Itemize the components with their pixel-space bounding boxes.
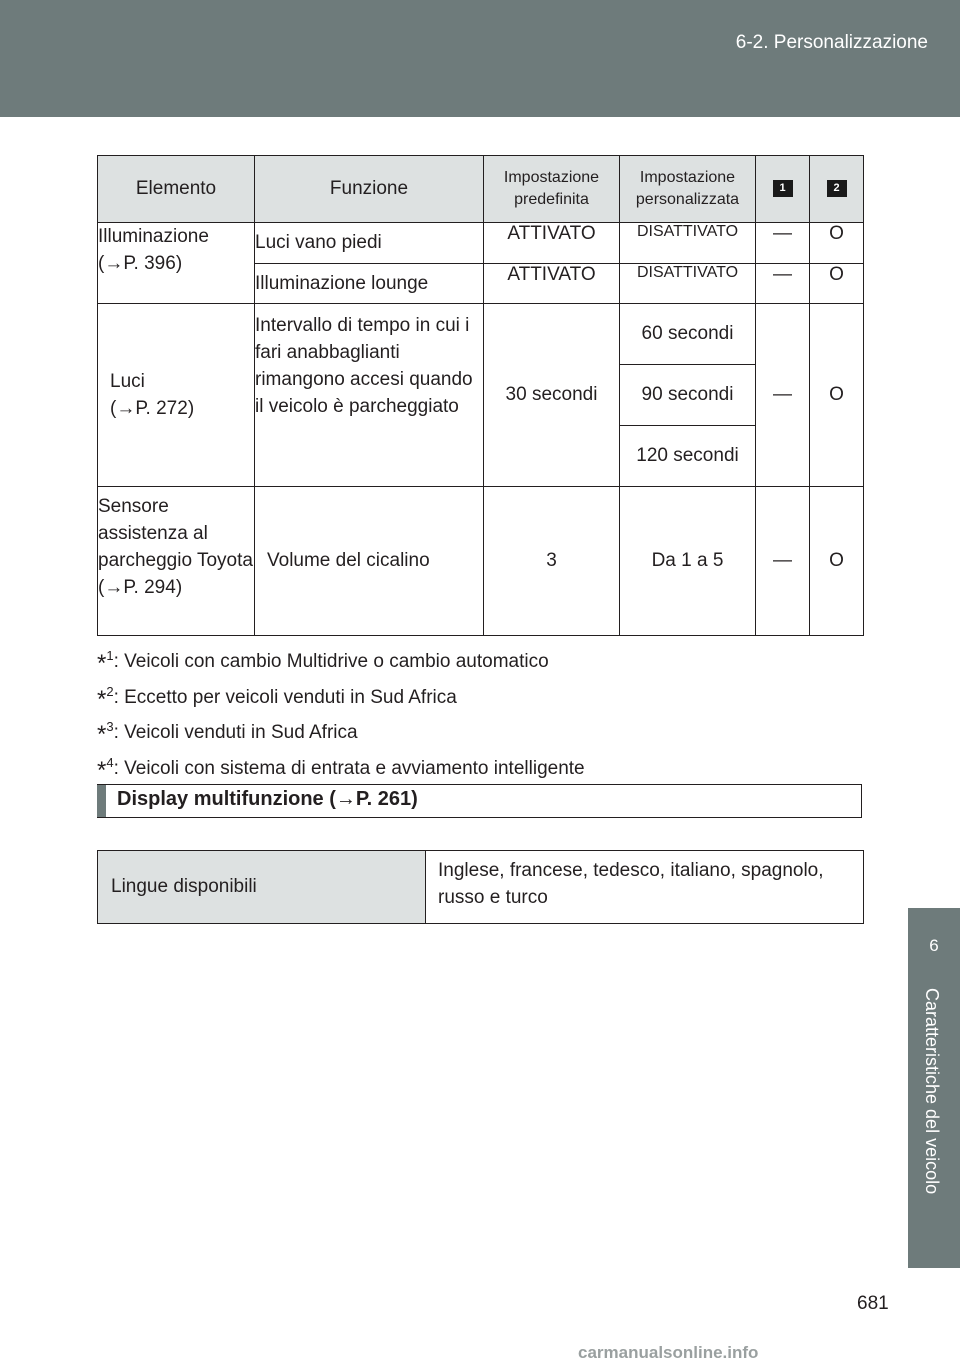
heading-bar <box>97 785 106 817</box>
footnote-text: : Eccetto per veicoli venduti in Sud Africa <box>113 686 457 708</box>
item-luci: Luci (→P. 272) <box>98 304 255 487</box>
footnote-star: * <box>97 650 107 677</box>
header-elemento: Elemento <box>98 156 255 223</box>
heading-title: Display multifunzione ( <box>117 788 336 810</box>
header-marker-2 <box>810 156 864 223</box>
footnote-text: : Veicoli venduti in Sud Africa <box>113 722 358 743</box>
custom-cell: Da 1 a 5 <box>620 487 756 636</box>
footnote-star: * <box>97 756 107 784</box>
footnote <box>97 749 585 785</box>
footnote-text: : Veicoli con cambio Multidrive o cambio automatico <box>113 651 549 672</box>
custom-cell: DISATTIVATO <box>620 223 756 264</box>
custom-cell: DISATTIVATO <box>620 264 756 304</box>
settings-table <box>97 155 864 636</box>
section-title: 6-2. Personalizzazione <box>735 32 928 53</box>
footnote <box>97 642 585 678</box>
item-label: Sensore assistenza al parcheggio Toyota <box>98 496 253 571</box>
footnote-number: 1 <box>106 648 114 663</box>
col1-cell: — <box>756 223 810 264</box>
function-cell: Luci vano piedi <box>255 223 484 264</box>
header-custom <box>620 156 756 223</box>
languages-table <box>97 850 864 924</box>
watermark: carmanualsonline.info <box>578 1343 759 1362</box>
item-label: Luci <box>110 371 145 392</box>
page-ref: P. 396 <box>123 253 176 274</box>
page-number: 681 <box>857 1293 889 1314</box>
item-label: Illuminazione <box>98 226 209 247</box>
footnote-text: : Veicoli con sistema di entrata e avviamento intelligente <box>113 757 585 779</box>
chapter-tab <box>908 908 960 1268</box>
header-default-label: Impostazione predefinita <box>503 169 600 208</box>
default-cell: 3 <box>484 487 620 636</box>
languages-value: Inglese, francese, tedesco, italiano, spagnolo, russo e turco <box>426 851 864 924</box>
languages-label: Lingue disponibili <box>98 851 426 924</box>
default-cell: ATTIVATO <box>484 264 620 304</box>
arrow-icon: → <box>104 577 124 598</box>
option-cell: 60 secondi <box>620 304 756 365</box>
col2-cell: O <box>810 304 864 487</box>
option-cell: 120 secondi <box>620 426 756 487</box>
table-row <box>98 223 864 264</box>
arrow-icon: → <box>116 398 136 419</box>
table-header-row <box>98 156 864 223</box>
footnote-star: * <box>97 721 107 748</box>
chapter-number: 6 <box>929 936 939 955</box>
footnote-number: 2 <box>106 683 114 699</box>
footnote <box>97 713 585 749</box>
item-sensore: Sensore assistenza al parcheggio Toyota (→P. 294) <box>98 487 255 636</box>
header-custom-label: Impostazione personalizzata <box>635 169 740 208</box>
section-heading <box>97 784 862 818</box>
option-cell: 90 secondi <box>620 365 756 426</box>
item-illuminazione: Illuminazione (→P. 396) <box>98 223 255 304</box>
header-funzione: Funzione <box>255 156 484 223</box>
default-cell: 30 secondi <box>484 304 620 487</box>
marker-1-box: 1 <box>773 180 793 197</box>
marker-2-box: 2 <box>827 180 847 197</box>
footnote-number: 3 <box>106 719 114 734</box>
footnotes <box>97 642 585 784</box>
table-row <box>98 304 864 365</box>
col1-cell: — <box>756 487 810 636</box>
function-cell: Volume del cicalino <box>255 487 484 636</box>
col2-cell: O <box>810 264 864 304</box>
heading-text <box>117 788 418 811</box>
footnote <box>97 678 585 714</box>
col2-cell: O <box>810 223 864 264</box>
page-ref: P. 272 <box>135 398 188 419</box>
chapter-label: Caratteristiche del veicolo <box>922 988 942 1195</box>
header-default <box>484 156 620 223</box>
col2-cell: O <box>810 487 864 636</box>
function-cell: Illuminazione lounge <box>255 264 484 304</box>
footnote-star: * <box>97 685 107 713</box>
page-header <box>0 0 960 117</box>
table-row <box>98 487 864 636</box>
default-cell: ATTIVATO <box>484 223 620 264</box>
arrow-icon: → <box>335 788 356 810</box>
page-ref: P. 294 <box>123 577 176 598</box>
arrow-icon: → <box>104 253 124 274</box>
header-marker-1 <box>756 156 810 223</box>
col1-cell: — <box>756 264 810 304</box>
function-cell: Intervallo di tempo in cui i fari anabbaglianti rimangono accesi quando il veicolo è parcheggiato <box>255 304 484 487</box>
footnote-number: 4 <box>106 754 114 770</box>
heading-ref: P. 261) <box>355 788 418 810</box>
col1-cell: — <box>756 304 810 487</box>
table-row <box>98 851 864 924</box>
